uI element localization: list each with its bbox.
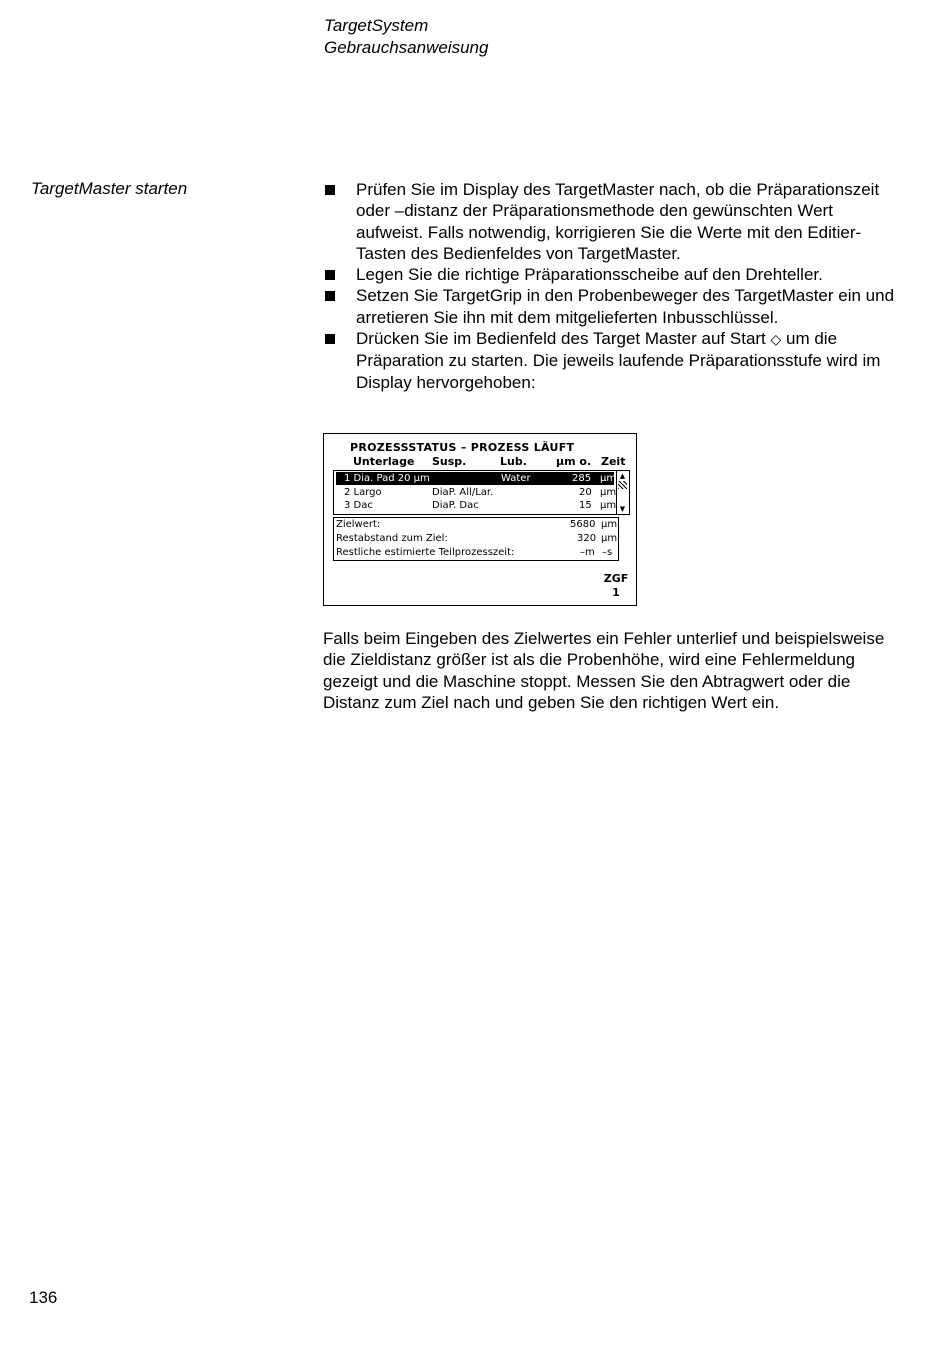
- col-header-unterlage: Unterlage: [353, 455, 415, 468]
- step-row[interactable]: [336, 499, 617, 512]
- step-lub: Water: [501, 473, 531, 484]
- step-list[interactable]: [333, 470, 630, 515]
- page-number: 136: [29, 1288, 58, 1307]
- info-unit: –s: [602, 547, 613, 558]
- section-title: TargetMaster starten: [31, 179, 188, 198]
- step-unit: µm: [600, 487, 617, 498]
- info-label: Restliche estimierte Teilprozesszeit:: [336, 547, 515, 558]
- start-diamond-icon: ◇: [770, 331, 782, 348]
- info-unit: µm: [601, 519, 618, 530]
- document-header: [324, 15, 488, 59]
- list-item-text: Setzen Sie TargetGrip in den Probenbeweger des TargetMaster ein und arretieren Sie ihn mit dem mitgelieferten Inbusschlüssel.: [356, 286, 895, 327]
- zgf-label: ZGF: [603, 572, 629, 585]
- info-value: 5680: [570, 519, 596, 530]
- step-name: 1 Dia. Pad 20 µm: [344, 473, 430, 484]
- info-value: –m: [580, 547, 595, 558]
- info-label: Zielwert:: [336, 519, 381, 530]
- scroll-up-icon[interactable]: ▲: [619, 472, 626, 480]
- step-susp: DiaP. All/Lar.: [432, 487, 494, 498]
- instruction-list: [324, 179, 904, 393]
- step-value: 285: [572, 473, 592, 484]
- target-info-box: [333, 517, 619, 561]
- info-row: [336, 532, 616, 546]
- list-item: [324, 264, 904, 285]
- header-product: TargetSystem: [324, 16, 429, 35]
- bullet-square-icon: [325, 291, 335, 301]
- info-unit: µm: [601, 533, 618, 544]
- col-header-lub: Lub.: [500, 455, 527, 468]
- step-name: 2 Largo: [344, 487, 382, 498]
- info-row: [336, 546, 616, 560]
- display-title: PROZESSSTATUS – PROZESS LÄUFT: [350, 441, 575, 454]
- step-unit: µm: [600, 473, 617, 484]
- step-unit: µm: [600, 500, 617, 511]
- step-value: 15: [579, 500, 592, 511]
- list-item-text: Prüfen Sie im Display des TargetMaster nach, ob die Präparationszeit oder –distanz der Präparationsmethode den gewünschten Wert aufweist. Falls notwendig, korrigieren Sie die Werte mit den Editier-Tasten des Bedienfeldes von TargetMaster.: [356, 180, 880, 263]
- step-value: 20: [579, 487, 592, 498]
- zgf-value: 1: [612, 586, 620, 599]
- step-susp: DiaP. Dac: [432, 500, 479, 511]
- list-item-text-after: um die Präparation zu starten. Die jeweils laufende Präparationsstufe wird im Display hervorgehoben:: [356, 329, 881, 392]
- zgf-indicator: [602, 572, 630, 600]
- bullet-square-icon: [325, 270, 335, 280]
- col-header-susp: Susp.: [432, 455, 467, 468]
- list-item-text: Legen Sie die richtige Präparationsscheibe auf den Drehteller.: [356, 265, 823, 285]
- bullet-square-icon: [325, 334, 335, 344]
- info-label: Restabstand zum Ziel:: [336, 533, 448, 544]
- step-list-scrollbar[interactable]: [616, 471, 628, 514]
- step-name: 3 Dac: [344, 500, 373, 511]
- header-doc-type: Gebrauchsanweisung: [324, 38, 489, 57]
- info-value: 320: [577, 533, 597, 544]
- list-item: [324, 179, 904, 264]
- step-row[interactable]: [336, 486, 617, 499]
- bullet-square-icon: [325, 185, 335, 195]
- list-item: [324, 328, 904, 393]
- col-header-zeit: Zeit: [601, 455, 626, 468]
- info-row: [336, 518, 616, 532]
- list-item: [324, 285, 904, 328]
- error-note-paragraph: Falls beim Eingeben des Zielwertes ein Fehler unterlief und beispielsweise die Zieldistanz größer ist als die Probenhöhe, wird eine Fehlermeldung gezeigt und die Maschine stoppt. Messen Sie den Abtragwert oder die Distanz zum Ziel nach und geben Sie den richtigen Wert ein.: [323, 629, 885, 712]
- scroll-thumb[interactable]: [618, 481, 627, 489]
- scroll-down-icon[interactable]: ▼: [619, 505, 626, 513]
- step-row-active[interactable]: [336, 472, 617, 485]
- col-header-um: µm o.: [556, 455, 592, 468]
- process-status-display: [323, 433, 637, 606]
- list-item-text-before: Drücken Sie im Bedienfeld des Target Master auf Start: [356, 329, 771, 349]
